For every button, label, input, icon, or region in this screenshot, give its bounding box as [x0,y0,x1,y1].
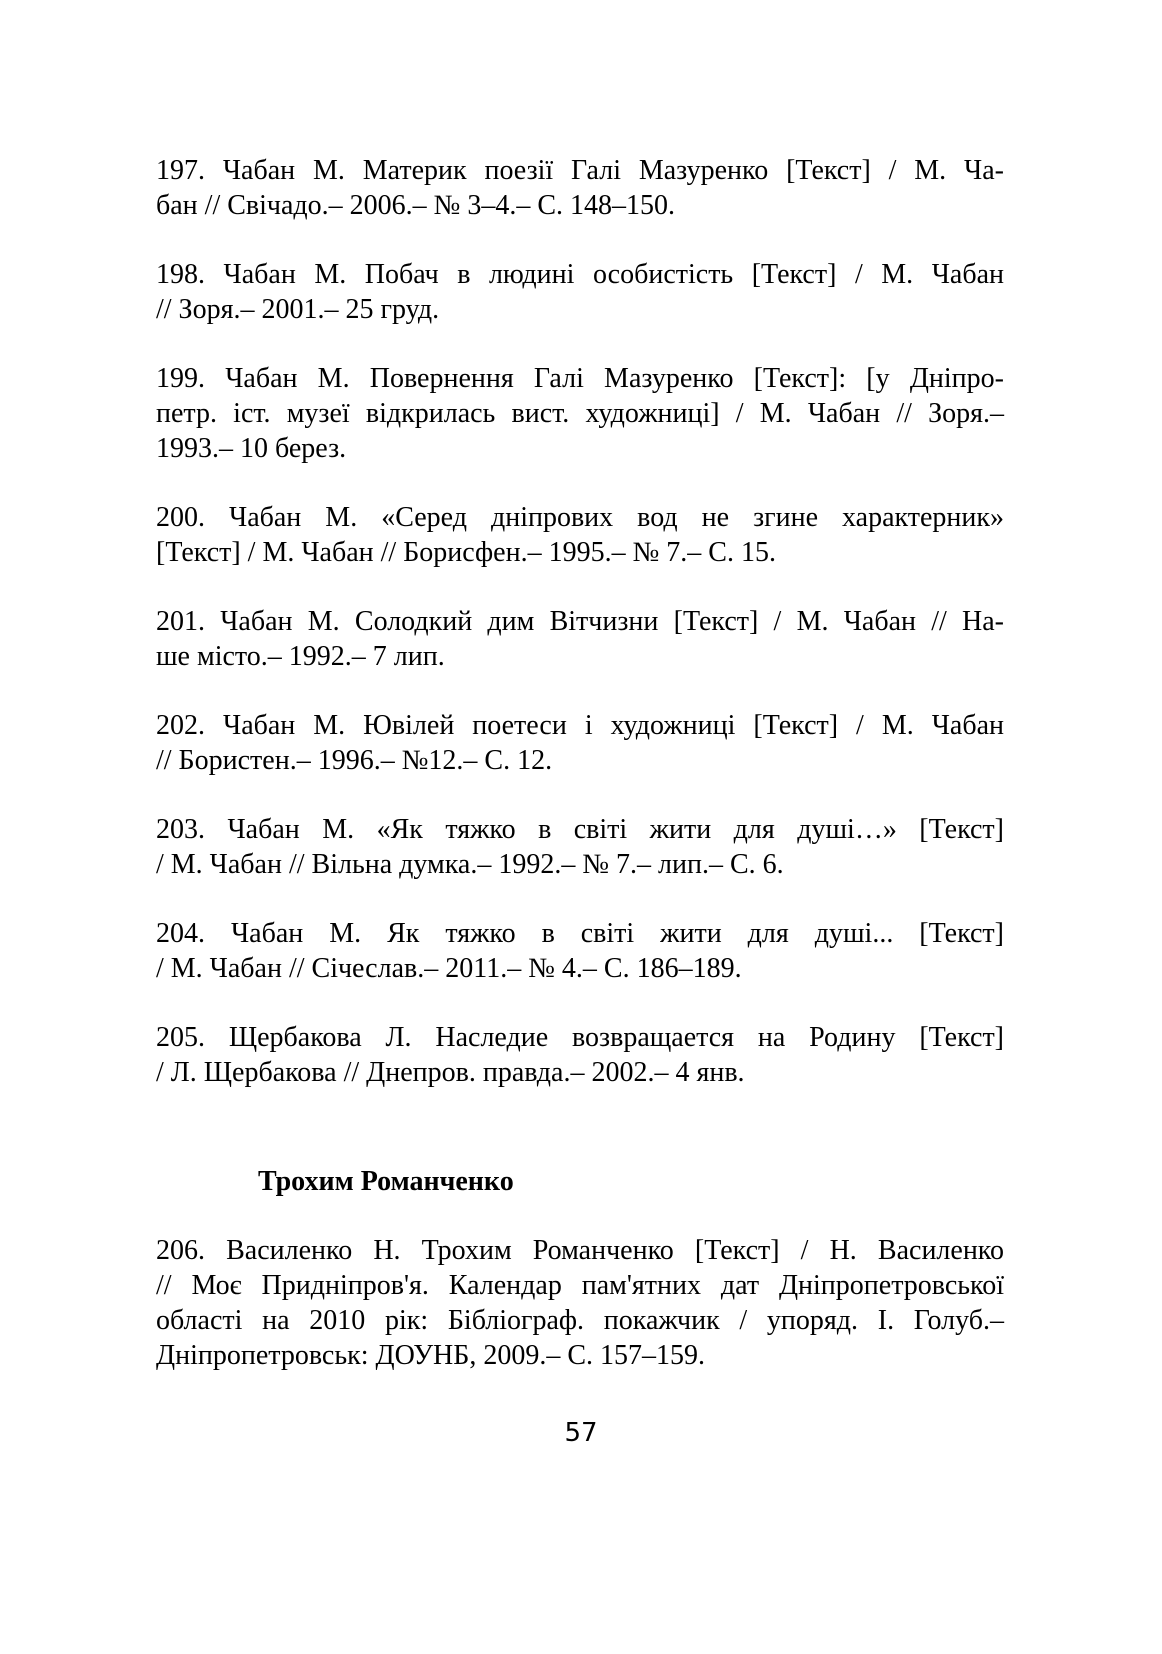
entry-line: 200. Чабан М. «Серед дніпрових вод не згине характерник» [156,502,1004,533]
entry-line: // Моє Придніпров'я. Календар пам'ятних дат Дніпропетровської [156,1270,1004,1301]
entry-line: // Зоря.– 2001.– 25 груд. [156,294,440,325]
entry-line: / Л. Щербакова // Днепров. правда.– 2002.– 4 янв. [156,1057,745,1088]
entry-line: 205. Щербакова Л. Наследие возвращается на Родину [Текст] [156,1022,1004,1053]
bibliography-entry-206 [156,1233,1004,1373]
entry-line: 202. Чабан М. Ювілей поетеси і художниці [Текст] / М. Чабан [156,710,1004,741]
entry-line: / М. Чабан // Січеслав.– 2011.– № 4.– С. 186–189. [156,953,742,984]
entry-line: 206. Василенко Н. Трохим Романченко [Текст] / Н. Василенко [156,1235,1004,1266]
entry-line: бан // Свічадо.– 2006.– № 3–4.– С. 148–150. [156,190,676,221]
bibliography-entry-202 [156,708,1004,778]
entry-line: 197. Чабан М. Материк поезії Галі Мазуренко [Текст] / М. Ча- [156,155,1004,186]
bibliography-entry-204 [156,916,1004,986]
bibliography-entry-203 [156,812,1004,882]
entry-line: 198. Чабан М. Побач в людині особистість [Текст] / М. Чабан [156,259,1004,290]
entry-line: 201. Чабан М. Солодкий дим Вітчизни [Текст] / М. Чабан // На- [156,606,1004,637]
entry-line: 203. Чабан М. «Як тяжко в світі жити для душі…» [Текст] [156,814,1004,845]
entry-line: ше місто.– 1992.– 7 лип. [156,641,445,672]
document-page [156,153,1004,1407]
bibliography-entry-198 [156,257,1004,327]
entry-line: петр. іст. музеї відкрилась вист. художниці] / М. Чабан // Зоря.– [156,398,1004,429]
bibliography-entry-199 [156,361,1004,466]
entry-line: // Бористен.– 1996.– №12.– С. 12. [156,745,553,776]
entry-line: 199. Чабан М. Повернення Галі Мазуренко [Текст]: [у Дніпро- [156,363,1004,394]
entry-line: Дніпропетровськ: ДОУНБ, 2009.– С. 157–159. [156,1340,706,1371]
section-heading: Трохим Романченко [258,1166,514,1197]
bibliography-entry-197 [156,153,1004,223]
bibliography-entry-200 [156,500,1004,570]
entry-line: / М. Чабан // Вільна думка.– 1992.– № 7.– лип.– С. 6. [156,849,784,880]
entry-line: [Текст] / М. Чабан // Борисфен.– 1995.– № 7.– С. 15. [156,537,776,568]
entry-line: 1993.– 10 берез. [156,433,347,464]
bibliography-entry-201 [156,604,1004,674]
entry-line: 204. Чабан М. Як тяжко в світі жити для душі... [Текст] [156,918,1004,949]
entry-line: області на 2010 рік: Бібліограф. покажчик / упоряд. І. Голуб.– [156,1305,1004,1336]
page-number: 57 [564,1418,598,1448]
bibliography-entry-205 [156,1020,1004,1090]
